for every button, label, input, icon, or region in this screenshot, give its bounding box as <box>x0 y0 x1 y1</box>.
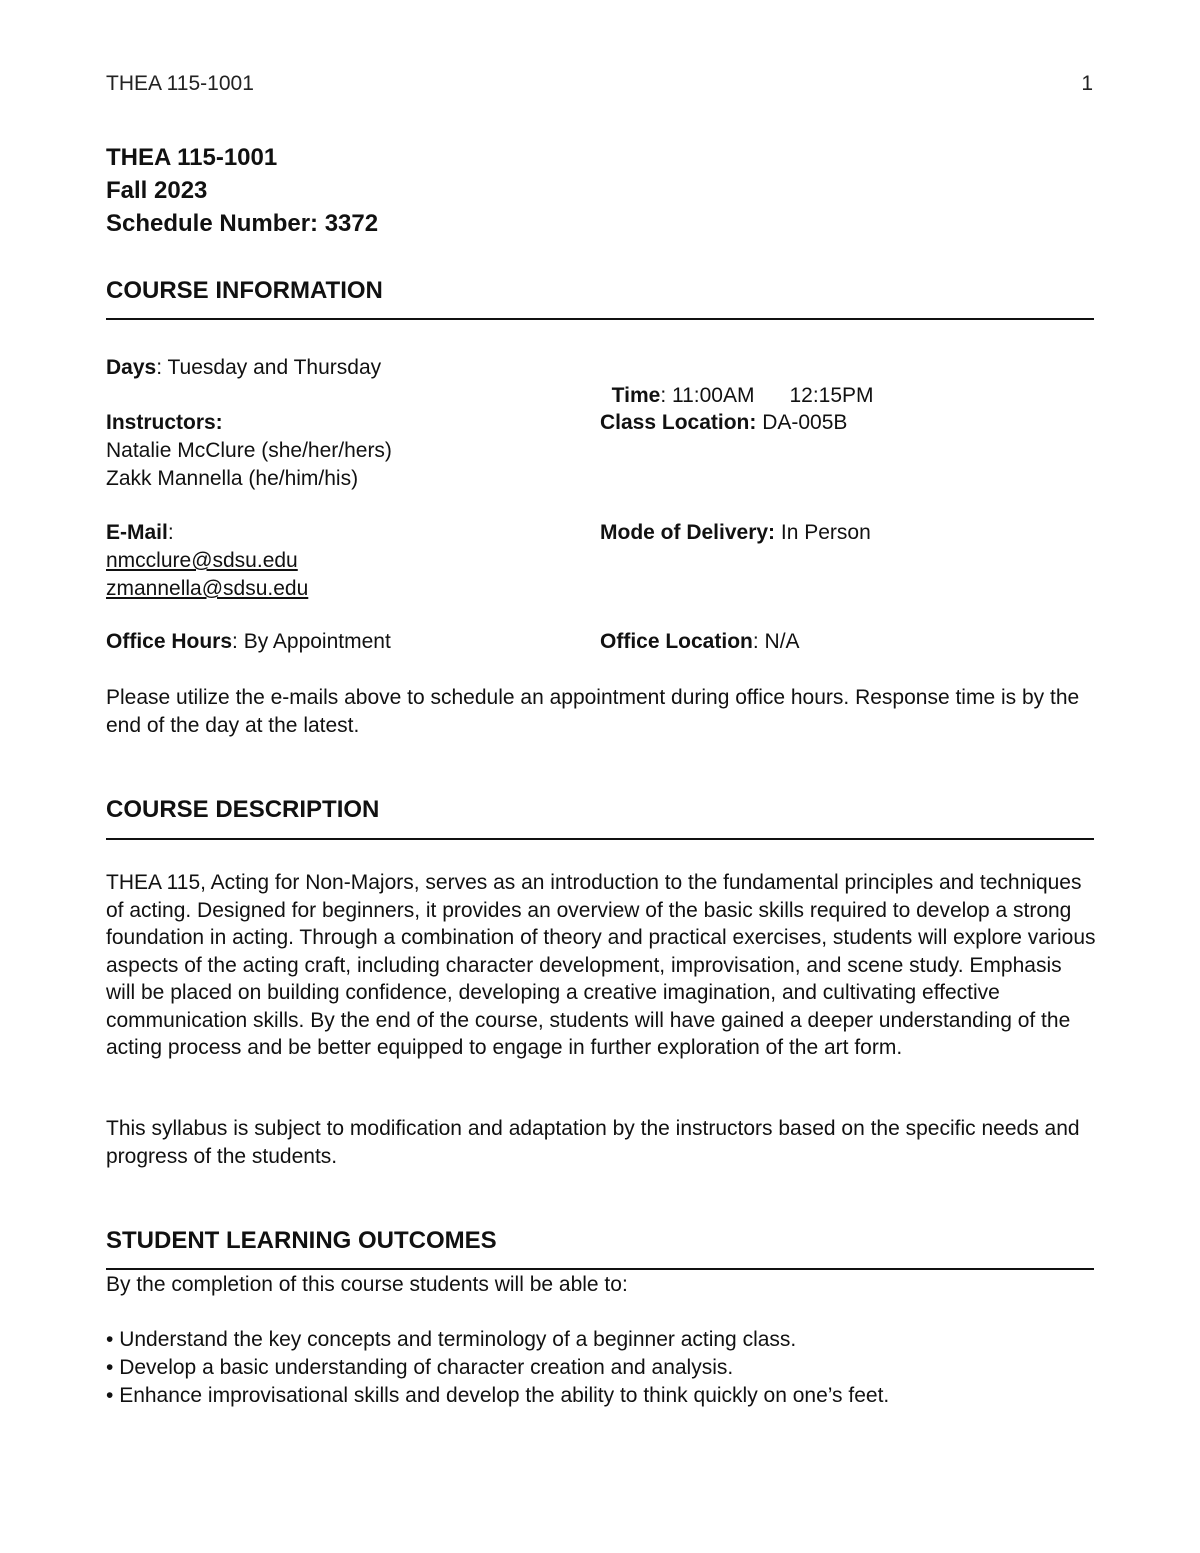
course-description-paragraph: THEA 115, Acting for Non-Majors, serves as an introduction to the fundamental principles and techniques of acting. Designed for beginners, it provides an overview of the basic skills required to develop a strong foundation in acting. Through a combination of theory and practical exercises, students will explore various aspects of the acting craft, including character development, improvisation, and scene study. Emphasis will be placed on building confidence, developing a creative imagination, and cultivating effective communication skills. By the end of the course, students will have gained a deeper understanding of the acting process and be better equipped to engage in further exploration of the art form. <box>106 871 1096 1059</box>
email-label: E-Mail <box>106 521 168 544</box>
instructors-block <box>106 409 392 493</box>
office-hours-label: Office Hours <box>106 630 233 653</box>
time-value: : 11:00AM 12:15PM <box>660 384 874 407</box>
running-header-course: THEA 115-1001 <box>106 72 254 95</box>
office-location-field <box>600 628 800 656</box>
learning-outcomes-intro: By the completion of this course students will be able to: <box>106 1273 628 1296</box>
term: Fall 2023 <box>106 177 208 204</box>
office-hours-value: : By Appointment <box>232 630 391 653</box>
email-link-mcclure[interactable]: nmcclure@sdsu.edu <box>106 549 298 572</box>
class-location-label: Class Location: <box>600 411 757 434</box>
learning-outcomes-heading: STUDENT LEARNING OUTCOMES <box>106 1227 497 1254</box>
course-information-heading: COURSE INFORMATION <box>106 277 383 304</box>
course-description-heading: COURSE DESCRIPTION <box>106 796 380 823</box>
email-block <box>106 519 308 603</box>
class-location-field <box>600 409 847 437</box>
section-divider <box>106 838 1094 840</box>
syllabus-modification-note: This syllabus is subject to modification and adaptation by the instructors based on the specific needs and progress of the students. <box>106 1117 1080 1168</box>
mode-value: In Person <box>775 521 871 544</box>
mode-of-delivery-field <box>600 519 871 547</box>
instructors-label: Instructors: <box>106 411 223 434</box>
days-label: Days <box>106 356 157 379</box>
list-item: • Enhance improvisational skills and develop the ability to think quickly on one’s feet. <box>106 1382 889 1410</box>
days-field <box>106 354 381 382</box>
office-hours-field <box>106 628 391 656</box>
mode-label: Mode of Delivery: <box>600 521 776 544</box>
time-label: Time <box>611 384 661 407</box>
office-location-value: : N/A <box>752 630 800 653</box>
class-location-value: DA-005B <box>756 411 848 434</box>
schedule-number: Schedule Number: 3372 <box>106 210 379 237</box>
time-field <box>600 354 874 410</box>
email-link-mannella[interactable]: zmannella@sdsu.edu <box>106 577 309 600</box>
section-divider <box>106 318 1094 320</box>
list-item: • Develop a basic understanding of character creation and analysis. <box>106 1354 889 1382</box>
days-value: : Tuesday and Thursday <box>156 356 382 379</box>
page-number: 1 <box>1081 72 1093 95</box>
section-divider <box>106 1268 1094 1270</box>
course-title: THEA 115-1001 <box>106 144 278 171</box>
instructor-name: Natalie McClure (she/her/hers) <box>106 439 392 462</box>
office-hours-note: Please utilize the e-mails above to schedule an appointment during office hours. Response time is by the end of the day at the latest. <box>106 686 1080 737</box>
list-item: • Understand the key concepts and terminology of a beginner acting class. <box>106 1326 889 1354</box>
email-colon: : <box>167 521 174 544</box>
learning-outcomes-list <box>106 1326 889 1410</box>
instructor-name: Zakk Mannella (he/him/his) <box>106 467 359 490</box>
office-location-label: Office Location <box>600 630 753 653</box>
